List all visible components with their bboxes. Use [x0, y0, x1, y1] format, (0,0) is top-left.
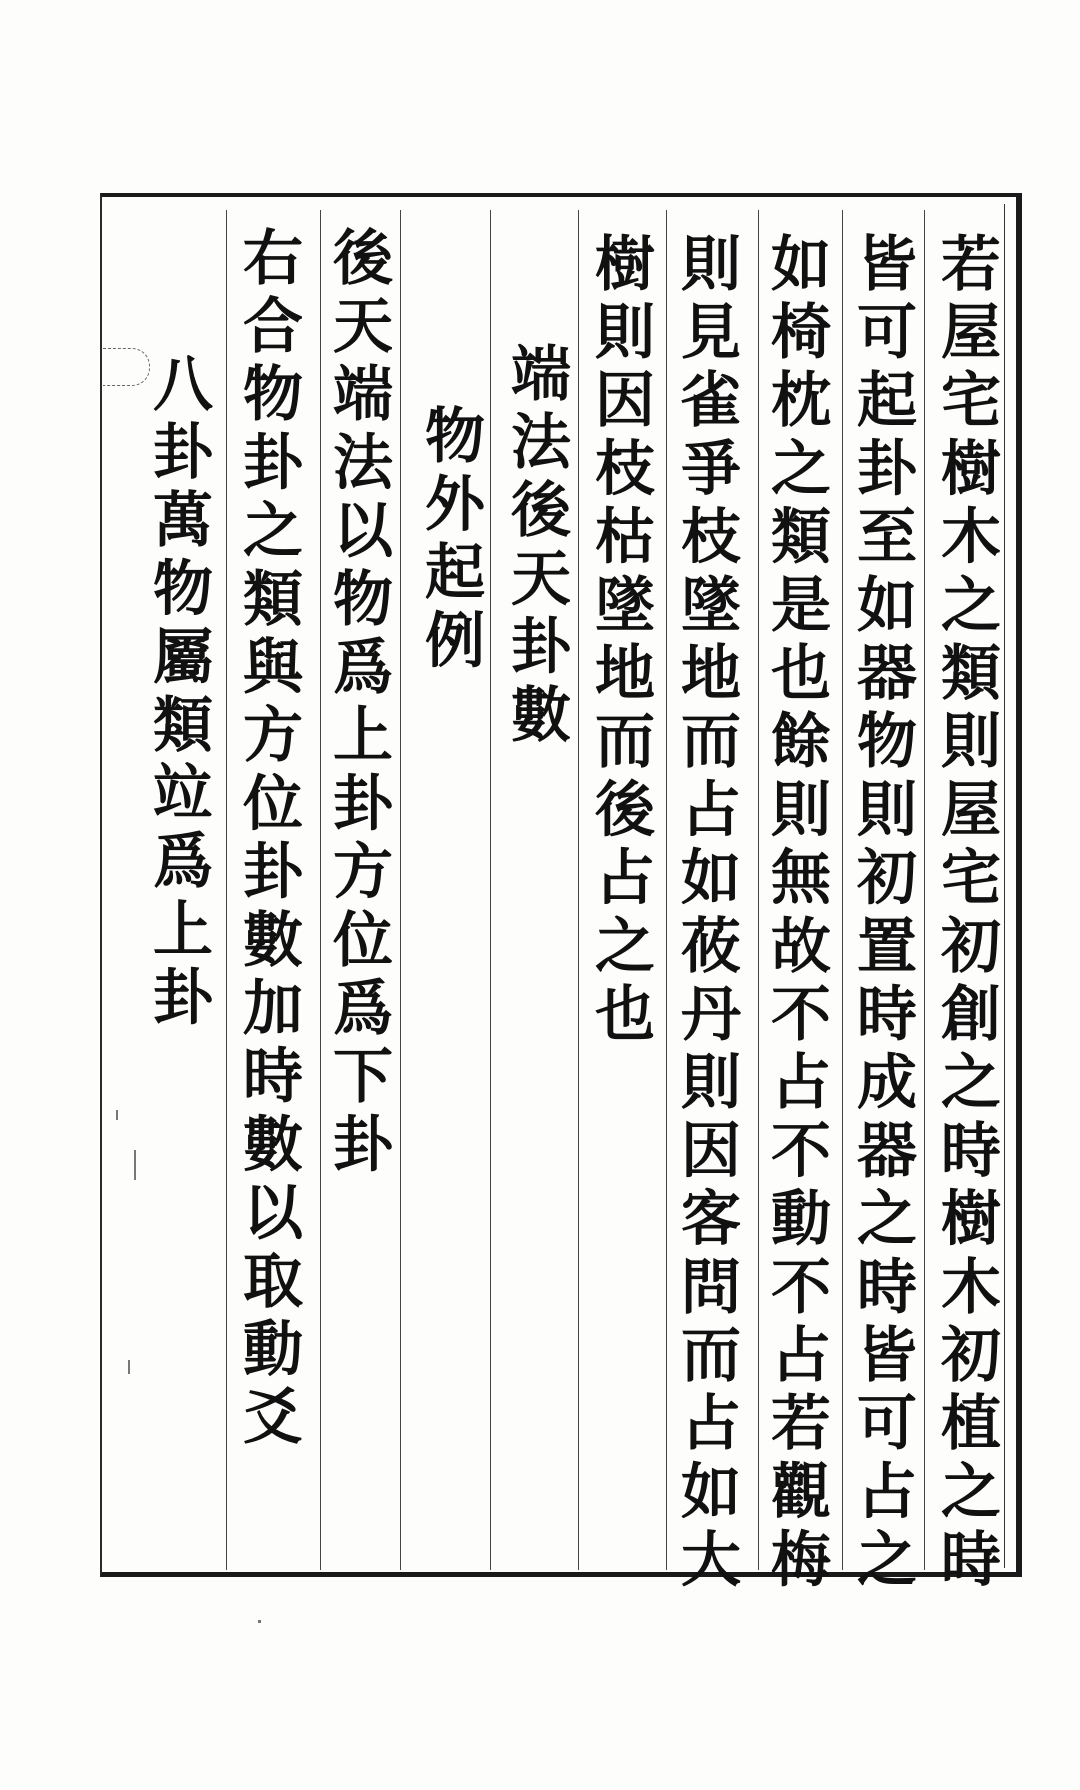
text-column-4: 則見雀爭枝墜地而占如莜丹則因客問而占如大: [671, 232, 741, 1596]
ink-speck: [258, 1620, 261, 1623]
text-column-2: 皆可起卦至如器物則初置時成器之時皆可占之: [847, 232, 917, 1596]
subheading: 物外起例: [415, 404, 485, 677]
column-rule: [924, 210, 925, 1570]
column-rule: [400, 210, 401, 1570]
column-rule: [490, 210, 491, 1570]
text-column-10: 八卦萬物屬類竝爲上卦: [143, 352, 213, 1034]
section-heading: 端法後天卦數: [501, 342, 571, 752]
text-column-3: 如椅枕之類是也餘則無故不占不動不占若觀梅: [761, 232, 831, 1596]
text-column-1: 若屋宅樹木之類則屋宅初創之時樹木初植之時: [931, 232, 1001, 1596]
margin-fold-mark: [103, 348, 150, 386]
text-column-5: 樹則因枝枯墜地而後占之也: [585, 232, 655, 1051]
ink-speck: [116, 1110, 118, 1120]
ink-speck: [128, 1360, 130, 1374]
text-column-8: 後天端法以物爲上卦方位爲下卦: [323, 226, 393, 1181]
column-rule: [578, 210, 579, 1570]
ink-speck: [134, 1150, 136, 1180]
column-rule: [226, 210, 227, 1570]
text-column-9: 右合物卦之類與方位卦數加時數以取動爻: [233, 226, 303, 1454]
